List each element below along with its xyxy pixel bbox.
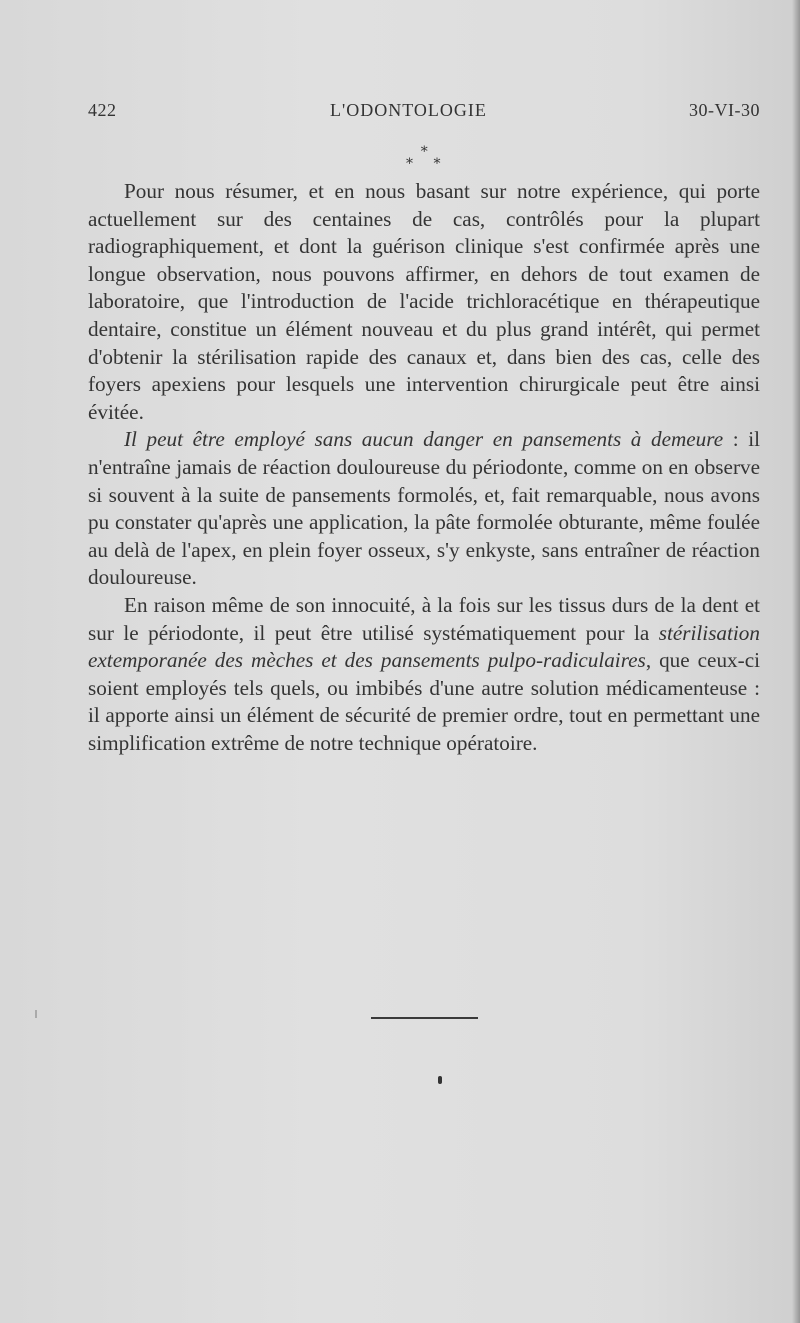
paper-mark <box>35 1010 37 1018</box>
end-rule <box>371 1017 478 1019</box>
page-edge-shadow <box>792 0 800 1323</box>
emphasis-dressings: Il peut être employé sans aucun danger en pansements à demeure <box>124 427 724 452</box>
paragraph-dressings <box>88 426 760 592</box>
paragraph-sterilisation-start: En raison même de son innocuité, à la fois sur les tissus durs de la dent et sur le périodonte, il peut être utilisé systématiquement pour la <box>88 592 760 645</box>
section-asterism <box>400 146 448 170</box>
journal-title: L'ODONTOLOGIE <box>330 100 487 120</box>
paragraph-sterilisation <box>88 592 760 758</box>
paragraph-dressings-text: : il n'entraîne jamais de réaction douloureuse du périodonte, comme on en observe si souvent à la suite de pansements formolés, et, fait remarquable, nous avons pu constater qu'après une application, la pâte formolée obturante, même foulée au delà de l'apex, en plein foyer osseux, s'y enkyste, sans entraîner de réaction douloureuse. <box>88 427 760 590</box>
paragraph-sterilisation-end: , que ceux-ci soient employés tels quels, ou imbibés d'une autre solution médicamenteuse : il apporte ainsi un élément de sécurité de premier ordre, tout en permettant une simplification extrême de notre technique opératoire. <box>88 648 760 755</box>
issue-date: 30-VI-30 <box>689 100 760 120</box>
ink-speck <box>438 1076 442 1084</box>
emphasis-sterilisation: stérilisation extemporanée des mèches et des pansements pulpo-radiculaires <box>88 620 760 673</box>
paragraph-summary: Pour nous résumer, et en nous basant sur notre expérience, qui porte actuellement sur des centaines de cas, contrôlés pour la plupart radiographiquement, et dont la guérison clinique s'est confirmée après une longue observation, nous pouvons affirmer, en dehors de tout examen de laboratoire, que l'introduction de l'acide trichloracétique en thérapeutique dentaire, constitue un élément nouveau et du plus grand intérêt, qui permet d'obtenir la stérilisation rapide des canaux et, dans bien des cas, celle des foyers apexiens pour lesquels une intervention chirurgicale peut être ainsi évitée. <box>88 179 760 424</box>
asterism-bottom: * * <box>406 156 449 172</box>
asterism-top: * <box>420 144 428 160</box>
page-number: 422 <box>88 100 117 120</box>
running-header <box>88 100 760 128</box>
article-body <box>88 178 760 757</box>
